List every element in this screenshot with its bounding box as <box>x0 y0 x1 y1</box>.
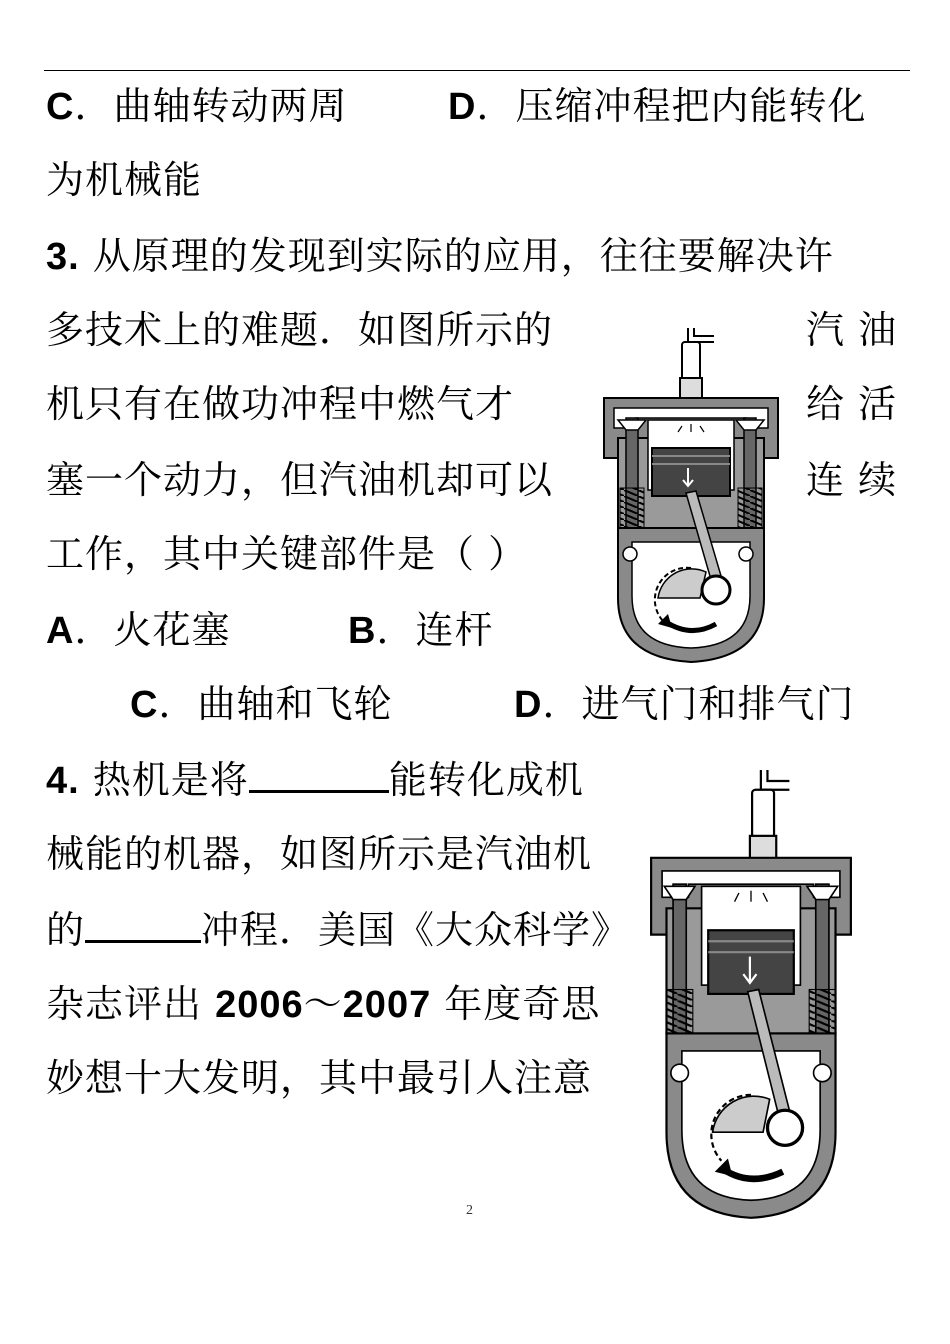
q4-number: 4. <box>46 760 80 802</box>
q4-line-1: 4. 热机是将 能转化成机 <box>46 758 584 802</box>
engine-diagram-q4 <box>646 770 856 1220</box>
q3-line-1: 3. 从原理的发现到实际的应用，往往要解决许 <box>46 234 834 278</box>
option-d-previous: D．压缩冲程把内能转化 <box>448 84 867 128</box>
engine-diagram-q3 <box>596 328 786 664</box>
q4-blank-energy[interactable] <box>249 756 389 793</box>
q4-line-3: 的 冲程．美国《大众科学》 <box>46 908 631 952</box>
option-c-previous: C．曲轴转动两周 <box>46 84 348 128</box>
q3-line-3-right: 给 活 <box>806 382 898 426</box>
q3-line-4-right: 连 续 <box>806 458 898 502</box>
q4-line-5: 妙想十大发明，其中最引人注意 <box>46 1056 593 1100</box>
q3-line-3-left: 机只有在做功冲程中燃气才 <box>46 382 515 426</box>
q3-line-4-left: 塞一个动力，但汽油机却可以 <box>46 458 554 502</box>
header-rule <box>44 70 910 71</box>
q4-blank-stroke[interactable] <box>85 906 201 943</box>
q3-option-a: A．火花塞 <box>46 608 231 652</box>
q3-line-2-left: 多技术上的难题．如图所示的 <box>46 308 554 352</box>
q3-line-5: 工作，其中关键部件是（ ） <box>46 532 528 576</box>
q4-line-2: 械能的机器，如图所示是汽油机 <box>46 832 593 876</box>
q3-option-c: C．曲轴和飞轮 <box>130 682 393 726</box>
q3-option-d: D．进气门和排气门 <box>514 682 855 726</box>
option-d-continuation: 为机械能 <box>46 158 203 202</box>
page-number: 2 <box>466 1203 473 1218</box>
q3-number: 3. <box>46 236 80 278</box>
q3-line-2-right: 汽 油 <box>806 308 898 352</box>
q3-option-b: B．连杆 <box>348 608 494 652</box>
q4-line-4: 杂志评出 2006～2007 年度奇思 <box>46 982 601 1026</box>
